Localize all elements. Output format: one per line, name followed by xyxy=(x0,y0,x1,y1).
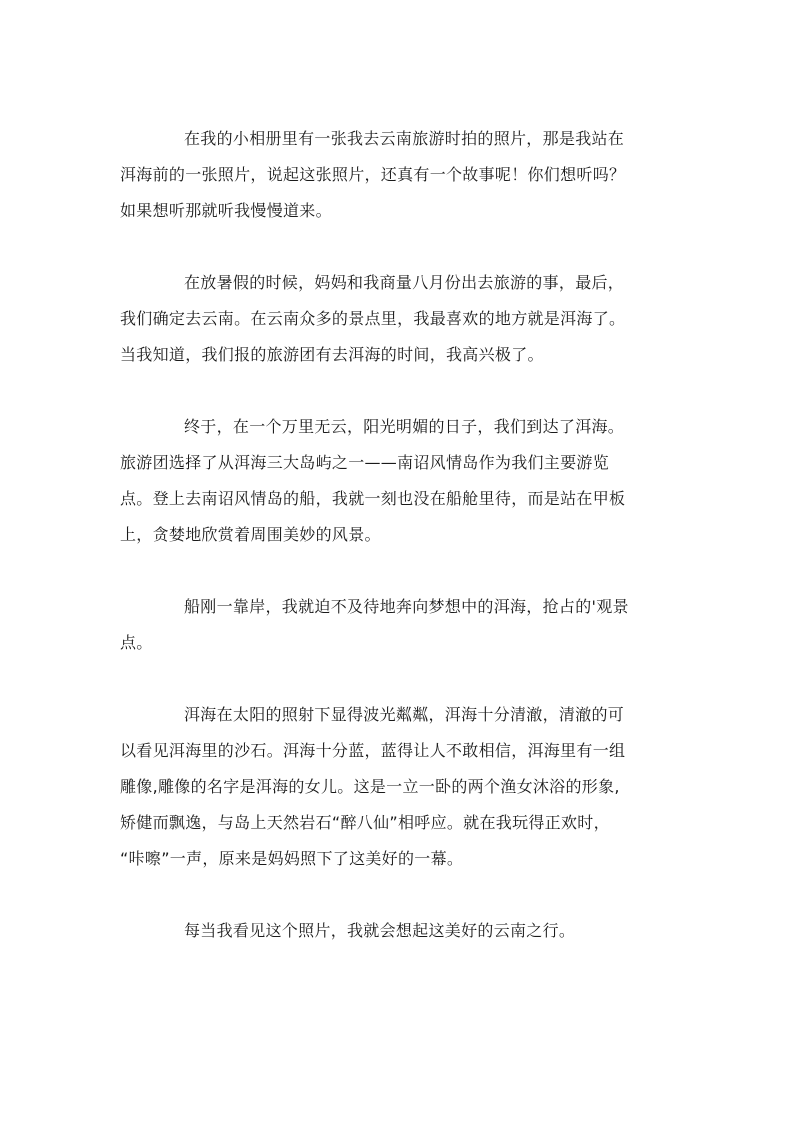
paragraph-line: 洱海在太阳的照射下显得波光粼粼，洱海十分清澈，清澈的可 xyxy=(184,705,625,724)
paragraph-line: 洱海前的一张照片，说起这张照片，还真有一个故事呢！你们想听吗？ xyxy=(120,165,626,184)
paragraph-line: 雕像,雕像的名字是洱海的女儿。这是一立一卧的两个渔女沐浴的形象, xyxy=(120,777,620,796)
paragraph-line: 如果想听那就听我慢慢道来。 xyxy=(120,201,332,220)
paragraph-line: 每当我看见这个照片，我就会想起这美好的云南之行。 xyxy=(184,921,576,940)
paragraph-5 xyxy=(120,697,676,877)
paragraph-line: 点。登上去南诏风情岛的船，我就一刻也没在船舱里待，而是站在甲板 xyxy=(120,489,626,508)
paragraph-line: 矫健而飘逸，与岛上天然岩石“醉八仙”相呼应。就在我玩得正欢时， xyxy=(120,813,610,832)
paragraph-4 xyxy=(120,589,676,661)
paragraph-line: 旅游团选择了从洱海三大岛屿之一——南诏风情岛作为我们主要游览 xyxy=(120,453,610,472)
paragraph-line: 上，贪婪地欣赏着周围美妙的风景。 xyxy=(120,525,381,544)
paragraph-line: “咔嚓”一声，原来是妈妈照下了这美好的一幕。 xyxy=(120,849,464,868)
paragraph-line: 终于，在一个万里无云，阳光明媚的日子，我们到达了洱海。 xyxy=(184,417,625,436)
paragraph-line: 点。 xyxy=(120,633,153,652)
paragraph-line: 船刚一靠岸，我就迫不及待地奔向梦想中的洱海，抢占的'观景 xyxy=(184,597,629,616)
paragraph-6 xyxy=(120,913,676,949)
paragraph-line: 当我知道，我们报的旅游团有去洱海的时间，我高兴极了。 xyxy=(120,345,544,364)
document-body xyxy=(120,121,676,949)
paragraph-1 xyxy=(120,121,676,229)
paragraph-line: 在我的小相册里有一张我去云南旅游时拍的照片，那是我站在 xyxy=(184,129,625,148)
paragraph-2 xyxy=(120,265,676,373)
paragraph-3 xyxy=(120,409,676,553)
paragraph-line: 以看见洱海里的沙石。洱海十分蓝，蓝得让人不敢相信，洱海里有一组 xyxy=(120,741,626,760)
paragraph-line: 我们确定去云南。在云南众多的景点里，我最喜欢的地方就是洱海了。 xyxy=(120,309,626,328)
paragraph-line: 在放暑假的时候，妈妈和我商量八月份出去旅游的事，最后， xyxy=(184,273,625,292)
